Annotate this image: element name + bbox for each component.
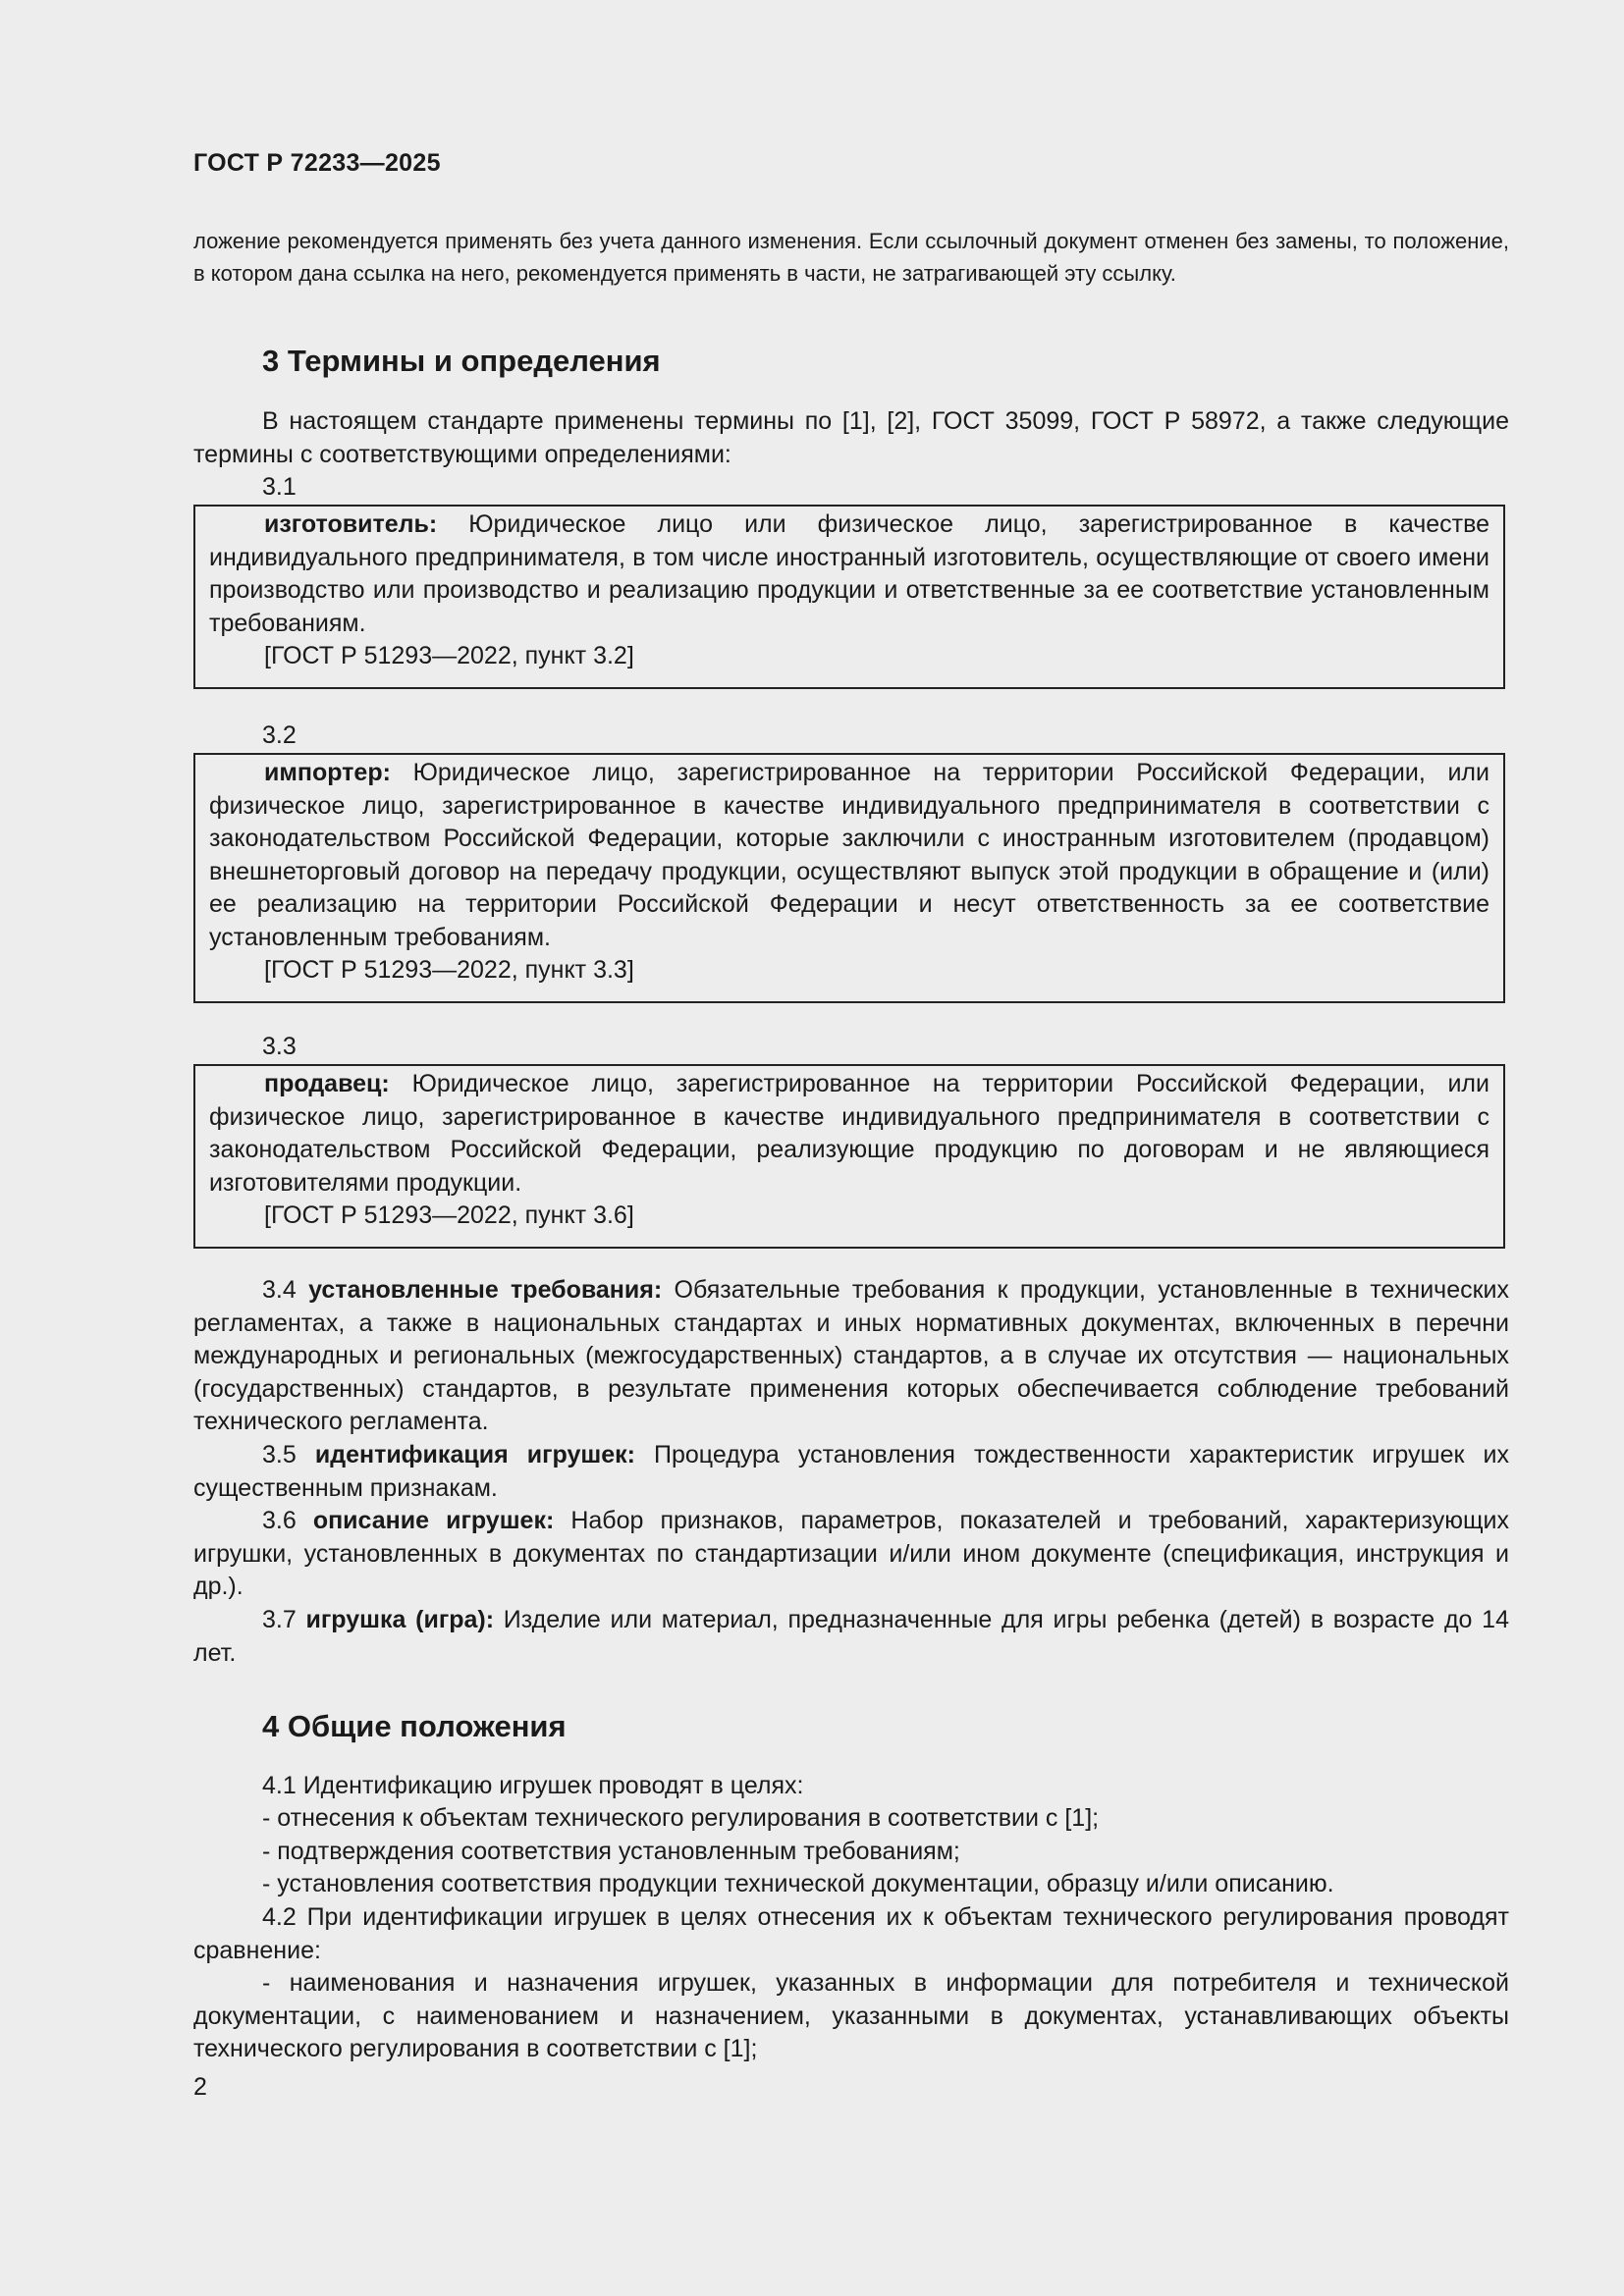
- term-3-5-term: идентификация игрушек:: [314, 1441, 635, 1468]
- section-3-title: 3 Термины и определения: [262, 344, 661, 378]
- clause-4-1-item-3: - установления соответствия продукции технической документации, образцу и/или описанию.: [262, 1870, 1334, 1897]
- term-3-2-term: импортер:: [264, 759, 391, 786]
- term-3-4-text: Обязательные требования к продукции, установленные в технических регламентах, а также в национальных стандартах и иных нормативных документах, включенных в перечни международных и региональных (межгосударственных) стандартов, а в случае их отсутствия — национальных (государственных) стандартов, в результате применения которых обеспечивается соблюдение требований технического регламента.: [193, 1276, 1509, 1435]
- intro-paragraph: ложение рекомендуется применять без учета данного изменения. Если ссылочный документ отменен без замены, то положение, в котором дана ссылка на него, рекомендуется применять в части, не затрагивающей эту ссылку.: [193, 229, 1509, 286]
- term-3-1-definition: [209, 508, 1489, 640]
- term-3-6: [193, 1505, 1509, 1604]
- term-3-5-number: 3.5: [262, 1441, 315, 1468]
- clause-4-2-item-1: - наименования и назначения игрушек, указанных в информации для потребителя и технической документации, с наименованием и назначением, указанными в документах, устанавливающих объекты технического регулирования в соответствии с [1];: [193, 1969, 1509, 2062]
- clause-4-2: 4.2 При идентификации игрушек в целях отнесения их к объектам технического регулирования проводят сравнение:: [193, 1903, 1509, 1964]
- term-3-6-number: 3.6: [262, 1507, 313, 1534]
- clause-4-1-item-1: - отнесения к объектам технического регулирования в соответствии с [1];: [262, 1804, 1100, 1832]
- section-4-title: 4 Общие положения: [262, 1709, 567, 1743]
- clause-4-1: 4.1 Идентификацию игрушек проводят в целях:: [262, 1772, 804, 1799]
- term-3-4-term: установленные требования:: [308, 1276, 663, 1304]
- term-3-3-text: Юридическое лицо, зарегистрированное на территории Российской Федерации, или физическое лицо, зарегистрированное в качестве индивидуального предпринимателя в соответствии с законодательством Российской Федерации, реализующие продукцию по договорам и не являющиеся изготовителями продукции.: [209, 1070, 1489, 1197]
- term-3-1-text: Юридическое лицо или физическое лицо, зарегистрированное в качестве индивидуального предпринимателя, в том числе иностранный изготовитель, осуществляющие от своего имени производство или производство и реализацию продукции и ответственные за ее соответствие установленным требованиям.: [209, 510, 1489, 637]
- term-3-5-text: Процедура установления тождественности характеристик игрушек их существенным признакам.: [193, 1441, 1509, 1502]
- term-3-3-reference: [ГОСТ Р 51293—2022, пункт 3.6]: [264, 1201, 634, 1229]
- term-3-5: [193, 1439, 1509, 1505]
- term-3-1-box: [193, 505, 1505, 689]
- term-3-6-text: Набор признаков, параметров, показателей и требований, характеризующих игрушки, установленных в документах по стандартизации и/или ином документе (спецификация, инструкция и др.).: [193, 1507, 1509, 1600]
- page-number: 2: [193, 2073, 207, 2101]
- term-3-7-term: игрушка (игра):: [305, 1606, 495, 1633]
- term-3-3-box: [193, 1064, 1505, 1249]
- term-3-7-number: 3.7: [262, 1606, 306, 1633]
- term-3-4: [193, 1274, 1509, 1439]
- term-3-3-definition: [209, 1068, 1489, 1200]
- term-3-1-term: изготовитель:: [264, 510, 438, 538]
- clause-4-1-item-2: - подтверждения соответствия установленным требованиям;: [262, 1838, 960, 1865]
- term-3-1-reference: [ГОСТ Р 51293—2022, пункт 3.2]: [264, 642, 634, 669]
- term-3-2-box: [193, 753, 1505, 1003]
- term-3-3-number: 3.3: [262, 1033, 297, 1060]
- section-3-lead: В настоящем стандарте применены термины по [1], [2], ГОСТ 35099, ГОСТ Р 58972, а также следующие термины с соответствующими определениями:: [193, 407, 1509, 468]
- term-3-6-term: описание игрушек:: [312, 1507, 555, 1534]
- term-3-2-number: 3.2: [262, 721, 297, 749]
- term-3-3-term: продавец:: [264, 1070, 390, 1097]
- term-3-2-definition: [209, 757, 1489, 954]
- term-3-1-number: 3.1: [262, 473, 297, 501]
- document-header: ГОСТ Р 72233—2025: [193, 149, 441, 177]
- term-3-7: [193, 1604, 1509, 1670]
- term-3-4-number: 3.4: [262, 1276, 309, 1304]
- term-3-7-text: Изделие или материал, предназначенные для игры ребенка (детей) в возрасте до 14 лет.: [193, 1606, 1509, 1667]
- term-3-2-text: Юридическое лицо, зарегистрированное на территории Российской Федерации, или физическое лицо, зарегистрированное в качестве индивидуального предпринимателя в соответствии с законодательством Российской Федерации, которые заключили с иностранным изготовителем (продавцом) внешнеторговый договор на передачу продукции, осуществляют выпуск этой продукции в обращение и (или) ее реализацию на территории Российской Федерации и несут ответственность за ее соответствие установленным требованиям.: [209, 759, 1489, 951]
- term-3-2-reference: [ГОСТ Р 51293—2022, пункт 3.3]: [264, 956, 634, 984]
